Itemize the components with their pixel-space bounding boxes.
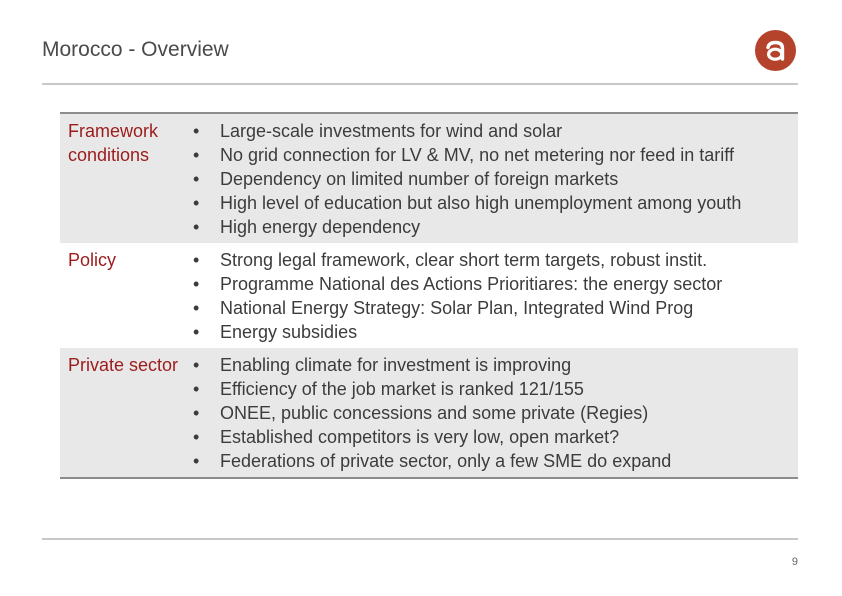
list-item [193,353,798,377]
row-label: Policy [68,250,117,270]
bullet-text: ONEE, public concessions and some private (Regies) [220,403,649,423]
bullet-text: National Energy Strategy: Solar Plan, Integrated Wind Prog [220,298,694,318]
bullet-icon: • [193,298,200,318]
list-item [193,143,798,167]
bullet-text: Efficiency of the job market is ranked 121/155 [220,379,584,399]
list-item [193,296,798,320]
bullet-text: Strong legal framework, clear short term targets, robust instit. [220,250,708,270]
bullet-icon: • [193,379,200,399]
a-logo-icon [755,30,796,71]
bullet-text: Established competitors is very low, open market? [220,427,620,447]
bullet-icon: • [193,355,200,375]
bullet-icon: • [193,193,200,213]
bullet-list [193,248,798,344]
table-row-private-sector [60,348,798,477]
list-item [193,191,798,215]
overview-table [60,112,798,479]
bullet-icon: • [193,274,200,294]
row-label: Framework conditions [68,121,159,165]
row-label: Private sector [68,355,179,375]
bullet-list [193,353,798,473]
bullet-icon: • [193,121,200,141]
list-item [193,119,798,143]
bullet-icon: • [193,451,200,471]
list-item [193,425,798,449]
bullet-icon: • [193,403,200,423]
list-item [193,449,798,473]
list-item [193,248,798,272]
bullet-icon: • [193,217,200,237]
list-item [193,320,798,344]
list-item [193,215,798,239]
bullet-text: Programme National des Actions Prioritiares: the energy sector [220,274,723,294]
list-item [193,377,798,401]
title-divider [42,83,798,85]
footer-divider [42,538,798,540]
bullet-text: High energy dependency [220,217,421,237]
slide-title: Morocco - Overview [42,38,229,61]
bullet-text: Energy subsidies [220,322,358,342]
bullet-text: Large-scale investments for wind and solar [220,121,563,141]
bullet-text: High level of education but also high unemployment among youth [220,193,742,213]
bullet-text: Federations of private sector, only a few SME do expand [220,451,672,471]
page-number: 9 [791,556,798,568]
bullet-text: Enabling climate for investment is improving [220,355,572,375]
list-item [193,401,798,425]
table-row-policy [60,243,798,348]
list-item [193,167,798,191]
list-item [193,272,798,296]
bullet-icon: • [193,322,200,342]
bullet-list [193,119,798,239]
table-row-framework [60,114,798,243]
bullet-icon: • [193,427,200,447]
bullet-icon: • [193,145,200,165]
bullet-text: No grid connection for LV & MV, no net metering nor feed in tariff [220,145,734,165]
bullet-text: Dependency on limited number of foreign markets [220,169,619,189]
bullet-icon: • [193,169,200,189]
bullet-icon: • [193,250,200,270]
